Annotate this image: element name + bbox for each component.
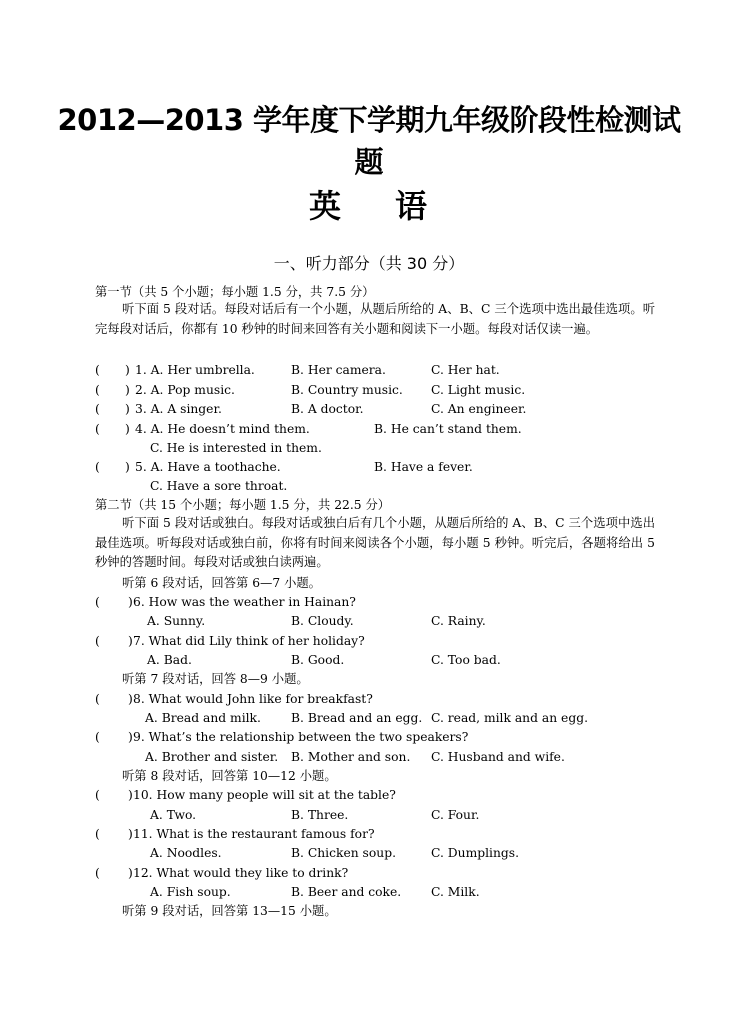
answer-blank-close: ) bbox=[125, 363, 130, 377]
answer-blank-close: ) bbox=[125, 422, 130, 436]
option-c: C. Light music. bbox=[431, 383, 526, 397]
option-c: C. Milk. bbox=[431, 885, 480, 899]
question-stem: 6. How was the weather in Hainan? bbox=[133, 595, 356, 609]
option-b: B. He can’t stand them. bbox=[374, 422, 522, 436]
option-c: C. Have a sore throat. bbox=[150, 479, 288, 493]
option-c: C. Dumplings. bbox=[431, 846, 519, 860]
option-c: C. Too bad. bbox=[431, 653, 501, 667]
dialog-9-instruction: 听第 9 段对话，回答第 13—15 小题。 bbox=[122, 904, 337, 918]
question-stem: 12. What would they like to drink? bbox=[133, 866, 349, 880]
question-stem: 2. A. Pop music. bbox=[135, 383, 235, 397]
answer-blank-open: ( bbox=[95, 460, 100, 474]
question-stem: 1. A. Her umbrella. bbox=[135, 363, 255, 377]
option-a: A. Bad. bbox=[147, 653, 192, 667]
answer-blank-open: ( bbox=[95, 383, 100, 397]
option-b: B. A doctor. bbox=[291, 402, 364, 416]
option-a: A. Noodles. bbox=[150, 846, 222, 860]
subject-char-1: 英 bbox=[308, 187, 343, 225]
answer-blank-close: ) bbox=[125, 460, 130, 474]
section2-instructions: 听下面 5 段对话或独白。每段对话或独白后有几个小题，从题后所给的 A、B、C 三个选项中选出最佳选项。听每段对话或独白前，你将有时间来阅读各个小题，每小题 5 秒钟。听完后，各题将给出 5 秒钟的答题时间。每段对话或独白读两遍。 bbox=[95, 516, 655, 569]
dialog-7-instruction: 听第 7 段对话，回答 8—9 小题。 bbox=[122, 672, 309, 686]
option-c: C. Rainy. bbox=[431, 614, 486, 628]
section1-heading: 第一节（共 5 个小题；每小题 1.5 分，共 7.5 分） bbox=[95, 285, 375, 299]
answer-blank-open: ( bbox=[95, 402, 100, 416]
option-a: A. Sunny. bbox=[147, 614, 206, 628]
answer-blank-close: ) bbox=[125, 402, 130, 416]
listening-part-heading: 一、听力部分（共 30 分） bbox=[273, 254, 465, 273]
dialog-8-instruction: 听第 8 段对话，回答第 10—12 小题。 bbox=[122, 769, 337, 783]
dialog-6-instruction: 听第 6 段对话，回答第 6—7 小题。 bbox=[122, 576, 321, 590]
exam-title-line2: 题 bbox=[354, 145, 384, 179]
answer-blank-open: ( bbox=[95, 363, 100, 377]
option-b: B. Country music. bbox=[291, 383, 403, 397]
option-c: C. Husband and wife. bbox=[431, 750, 565, 764]
option-b: B. Three. bbox=[291, 808, 349, 822]
question-stem: 8. What would John like for breakfast? bbox=[133, 692, 373, 706]
question-stem: 3. A. A singer. bbox=[135, 402, 222, 416]
question-stem: 5. A. Have a toothache. bbox=[135, 460, 281, 474]
option-c: C. read, milk and an egg. bbox=[431, 711, 588, 725]
option-b: B. Bread and an egg. bbox=[291, 711, 423, 725]
option-a: A. Two. bbox=[150, 808, 197, 822]
option-b: B. Her camera. bbox=[291, 363, 386, 377]
section2-heading: 第二节（共 15 个小题；每小题 1.5 分，共 22.5 分） bbox=[95, 498, 391, 512]
option-b: B. Good. bbox=[291, 653, 345, 667]
option-b: B. Cloudy. bbox=[291, 614, 354, 628]
question-stem: 10. How many people will sit at the table? bbox=[133, 788, 396, 802]
option-a: A. Brother and sister. bbox=[145, 750, 279, 764]
question-stem: 4. A. He doesn’t mind them. bbox=[135, 422, 310, 436]
subject-char-2: 语 bbox=[395, 187, 430, 225]
answer-blank-close: ) bbox=[125, 383, 130, 397]
option-c: C. Four. bbox=[431, 808, 480, 822]
section1-instructions: 听下面 5 段对话。每段对话后有一个小题，从题后所给的 A、B、C 三个选项中选出最佳选项。听完每段对话后，你都有 10 秒钟的时间来回答有关小题和阅读下一小题。每段对话仅读一遍。 bbox=[95, 302, 655, 336]
option-b: B. Have a fever. bbox=[374, 460, 473, 474]
exam-title-line1: 2012—2013 学年度下学期九年级阶段性检测试 bbox=[57, 103, 681, 137]
option-c: C. He is interested in them. bbox=[150, 441, 322, 455]
option-c: C. Her hat. bbox=[431, 363, 500, 377]
option-b: B. Chicken soup. bbox=[291, 846, 396, 860]
subject-title bbox=[0, 181, 738, 227]
option-b: B. Beer and coke. bbox=[291, 885, 402, 899]
option-a: A. Fish soup. bbox=[150, 885, 231, 899]
option-a: A. Bread and milk. bbox=[145, 711, 261, 725]
option-b: B. Mother and son. bbox=[291, 750, 411, 764]
question-stem: 9. What’s the relationship between the two speakers? bbox=[133, 730, 469, 744]
answer-blank-open: ( bbox=[95, 422, 100, 436]
question-stem: 7. What did Lily think of her holiday? bbox=[133, 634, 365, 648]
option-c: C. An engineer. bbox=[431, 402, 527, 416]
question-stem: 11. What is the restaurant famous for? bbox=[133, 827, 375, 841]
